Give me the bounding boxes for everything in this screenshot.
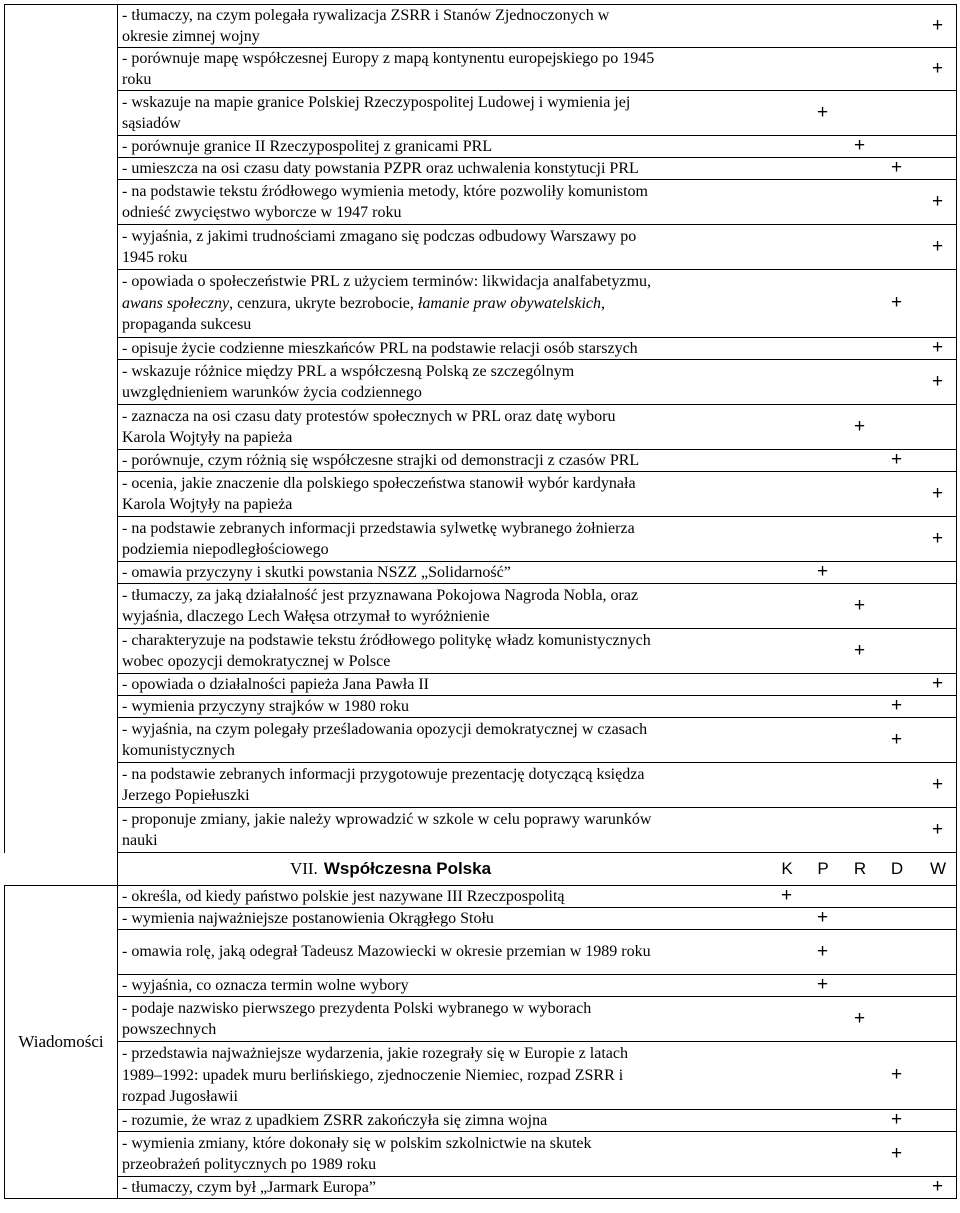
- criterion-text: - wyjaśnia, co oznacza termin wolne wybory: [122, 976, 409, 994]
- level-mark: +: [932, 1176, 944, 1197]
- criterion-text: - wskazuje różnice między PRL a współczesną Polską ze szczególnym uwzględnieniem warunków życia codziennego: [122, 362, 575, 401]
- criterion-text: - tłumaczy, za jaką działalność jest przyznawana Pokojowa Nagroda Nobla, oraz wyjaśnia, dlaczego Lech Wałęsa otrzymał to wyróżnienie: [122, 586, 639, 625]
- criterion-text: - na podstawie zebranych informacji przedstawia sylwetkę wybranego żołnierza podziemia niepodległościowego: [122, 519, 635, 558]
- criterion-text: - porównuje granice II Rzeczypospolitej z granicami PRL: [122, 137, 493, 155]
- criterion-text: - omawia przyczyny i skutki powstania NSZZ „Solidarność”: [122, 563, 511, 581]
- level-mark: +: [932, 527, 944, 549]
- level-mark: +: [854, 135, 866, 156]
- criterion-text: - ocenia, jakie znaczenie dla polskiego społeczeństwa stanowił wybór kardynała Karola Wojtyły na papieża: [122, 474, 636, 513]
- criterion-text: - przedstawia najważniejsze wydarzenia, jakie rozegrały się w Europie z latach 1989–1992: upadek muru berlińskiego, zjednoczenie Niemiec, rozpad ZSRR i rozpad Jugosławii: [122, 1045, 628, 1106]
- level-mark: +: [932, 14, 944, 36]
- level-header-w: W: [929, 858, 947, 878]
- level-mark: +: [781, 885, 793, 906]
- level-header-d: D: [890, 858, 904, 878]
- level-mark: +: [817, 101, 829, 123]
- level-mark: +: [891, 695, 903, 716]
- criterion-text-part: awans społeczny: [122, 294, 230, 312]
- table-rule: [956, 4, 957, 853]
- criterion-text: - opowiada o działalności papieża Jana Pawła II: [122, 675, 429, 693]
- section-title: [118, 852, 663, 885]
- level-mark: +: [932, 482, 944, 504]
- level-mark: +: [891, 1064, 903, 1085]
- criterion-text: - tłumaczy, na czym polegała rywalizacja ZSRR i Stanów Zjednoczonych w okresie zimnej wojny: [122, 6, 610, 45]
- criterion-text: - na podstawie zebranych informacji przygotowuje prezentację dotyczącą księdza Jerzego Popiełuszki: [122, 765, 645, 804]
- criterion-text-part: , propaganda sukcesu: [122, 294, 605, 334]
- level-mark: +: [932, 337, 944, 358]
- table-rule: [4, 4, 5, 853]
- criterion-text: - porównuje mapę współczesnej Europy z mapą kontynentu europejskiego po 1945 roku: [122, 49, 655, 88]
- level-mark: +: [891, 157, 903, 178]
- section-number: VII.: [289, 858, 318, 878]
- criterion-text: - porównuje, czym różnią się współczesne strajki od demonstracji z czasów PRL: [122, 451, 640, 469]
- side-label: Wiadomości: [18, 1031, 104, 1051]
- criterion-text: - charakteryzuje na podstawie tekstu źródłowego politykę władz komunistycznych wobec opozycji demokratycznej w Polsce: [122, 631, 651, 670]
- level-header-p: P: [817, 858, 829, 878]
- level-mark: +: [932, 190, 944, 212]
- table-rule: [117, 852, 118, 886]
- criterion-text: - zaznacza na osi czasu daty protestów społecznych w PRL oraz datę wyboru Karola Wojtyły na papieża: [122, 407, 616, 446]
- table-rule: [117, 1198, 957, 1199]
- level-mark: +: [932, 773, 944, 795]
- level-mark: +: [854, 594, 866, 616]
- level-mark: +: [817, 561, 829, 582]
- section-name: Współczesna Polska: [323, 858, 492, 878]
- criterion-text: - umieszcza na osi czasu daty powstania PZPR oraz uchwalenia konstytucji PRL: [122, 159, 639, 177]
- table-rule: [117, 4, 118, 853]
- level-mark: +: [817, 940, 829, 962]
- level-mark: +: [891, 1142, 903, 1164]
- level-header-k: K: [781, 858, 793, 878]
- criterion-text: - wskazuje na mapie granice Polskiej Rzeczypospolitej Ludowej i wymienia jej sąsiadów: [122, 93, 631, 132]
- level-mark: +: [854, 415, 866, 437]
- criterion-text-part: łamanie praw obywatelskich: [417, 294, 601, 312]
- table-rule: [117, 885, 118, 1199]
- level-mark: +: [932, 673, 944, 694]
- table-rule: [4, 1198, 118, 1199]
- level-header-r: R: [853, 858, 867, 878]
- criterion-text: - podaje nazwisko pierwszego prezydenta Polski wybranego w wyborach powszechnych: [122, 999, 592, 1038]
- table-rule: [956, 852, 957, 886]
- level-mark: +: [854, 639, 866, 661]
- level-mark: +: [891, 449, 903, 470]
- criterion-text: - opisuje życie codzienne mieszkańców PRL na podstawie relacji osób starszych: [122, 339, 638, 357]
- level-mark: +: [891, 1109, 903, 1130]
- table-rule: [956, 885, 957, 1199]
- criterion-text: - wymienia zmiany, które dokonały się w polskim szkolnictwie na skutek przeobrażeń politycznych po 1989 roku: [122, 1134, 592, 1173]
- level-mark: +: [854, 1007, 866, 1029]
- criterion-text: - wyjaśnia, na czym polegały prześladowania opozycji demokratycznej w czasach komunistycznych: [122, 720, 648, 759]
- criterion-text: - wymienia przyczyny strajków w 1980 roku: [122, 697, 410, 715]
- criterion-text: - proponuje zmiany, jakie należy wprowadzić w szkole w celu poprawy warunków nauki: [122, 810, 652, 849]
- criterion-text: - rozumie, że wraz z upadkiem ZSRR zakończyła się zimna wojna: [122, 1111, 548, 1129]
- criterion-text-part: - opowiada o społeczeństwie PRL z użyciem terminów: likwidacja analfabetyzmu,: [122, 273, 652, 291]
- criterion-text: - wyjaśnia, z jakimi trudnościami zmagano się podczas odbudowy Warszawy po 1945 roku: [122, 227, 637, 266]
- level-mark: +: [891, 728, 903, 750]
- level-mark: +: [817, 907, 829, 928]
- criterion-text: - na podstawie tekstu źródłowego wymienia metody, które pozwoliły komunistom odnieść zwycięstwo wyborcze w 1947 roku: [122, 182, 648, 221]
- level-mark: +: [932, 57, 944, 79]
- criterion-text: - tłumaczy, czym był „Jarmark Europa”: [122, 1178, 376, 1196]
- criterion-text: - omawia rolę, jaką odegrał Tadeusz Mazowiecki w okresie przemian w 1989 roku: [122, 943, 651, 961]
- criterion-text: - wymienia najważniejsze postanowienia Okrągłego Stołu: [122, 909, 494, 927]
- level-mark: +: [891, 292, 903, 313]
- level-mark: +: [932, 235, 944, 257]
- criterion-text: [122, 270, 657, 337]
- criterion-text: - określa, od kiedy państwo polskie jest nazywane III Rzeczpospolitą: [122, 887, 565, 905]
- level-mark: +: [932, 818, 944, 840]
- criterion-text-part: , cenzura, ukryte bezrobocie,: [229, 294, 418, 312]
- level-mark: +: [932, 370, 944, 392]
- level-mark: +: [817, 974, 829, 995]
